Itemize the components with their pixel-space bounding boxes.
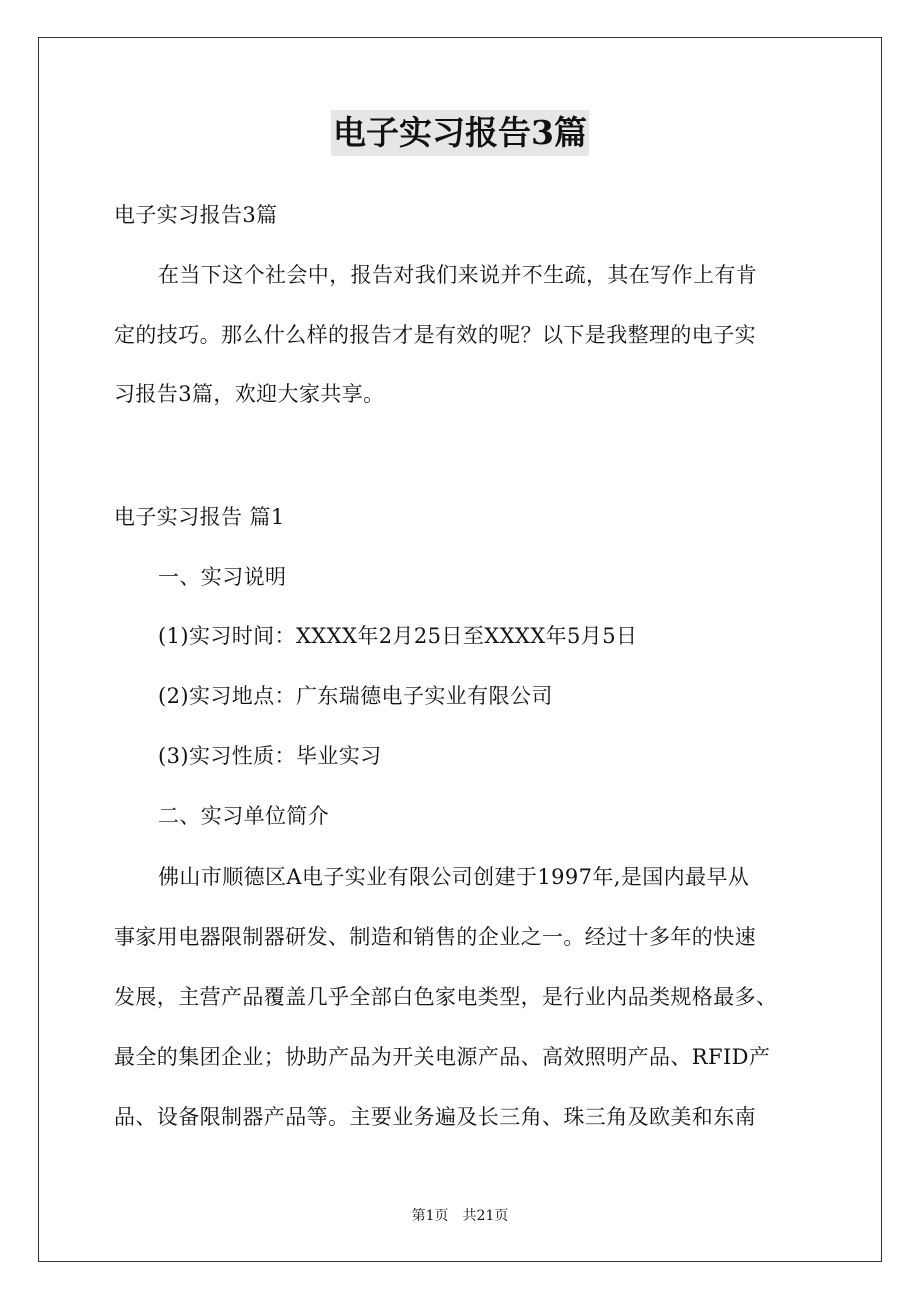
page-total: 共21页 <box>462 1208 509 1224</box>
document-title: 电子实习报告3篇 <box>331 110 589 156</box>
company-paragraph-line-4: 最全的集团企业；协助产品为开关电源产品、高效照明产品、RFID产 <box>114 1045 771 1069</box>
page-number: 第1页 <box>411 1208 449 1224</box>
company-paragraph-line-1: 佛山市顺德区A电子实业有限公司创建于1997年,是国内最早从 <box>158 865 750 889</box>
heading-company-intro: 二、实习单位简介 <box>158 804 330 828</box>
page-footer <box>0 1206 920 1226</box>
internship-nature: (3)实习性质：毕业实习 <box>158 744 382 768</box>
internship-location: (2)实习地点：广东瑞德电子实业有限公司 <box>158 684 553 708</box>
company-paragraph-line-2: 事家用电器限制器研发、制造和销售的企业之一。经过十多年的快速 <box>114 925 756 949</box>
company-paragraph-line-3: 发展，主营产品覆盖几乎全部白色家电类型，是行业内品类规格最多、 <box>114 985 778 1009</box>
title-container <box>0 110 920 156</box>
intro-paragraph-line-2: 定的技巧。那么什么样的报告才是有效的呢？以下是我整理的电子实 <box>114 323 756 347</box>
intro-paragraph-line-3: 习报告3篇，欢迎大家共享。 <box>114 382 385 406</box>
intro-paragraph-line-1: 在当下这个社会中，报告对我们来说并不生疏，其在写作上有肯 <box>158 263 758 287</box>
section-heading-1: 电子实习报告 篇1 <box>114 505 285 529</box>
subtitle-line: 电子实习报告3篇 <box>114 203 278 227</box>
heading-internship-description: 一、实习说明 <box>158 565 287 589</box>
company-paragraph-line-5: 品、设备限制器产品等。主要业务遍及长三角、珠三角及欧美和东南 <box>114 1105 756 1129</box>
internship-time: (1)实习时间：XXXX年2月25日至XXXX年5月5日 <box>158 624 638 648</box>
